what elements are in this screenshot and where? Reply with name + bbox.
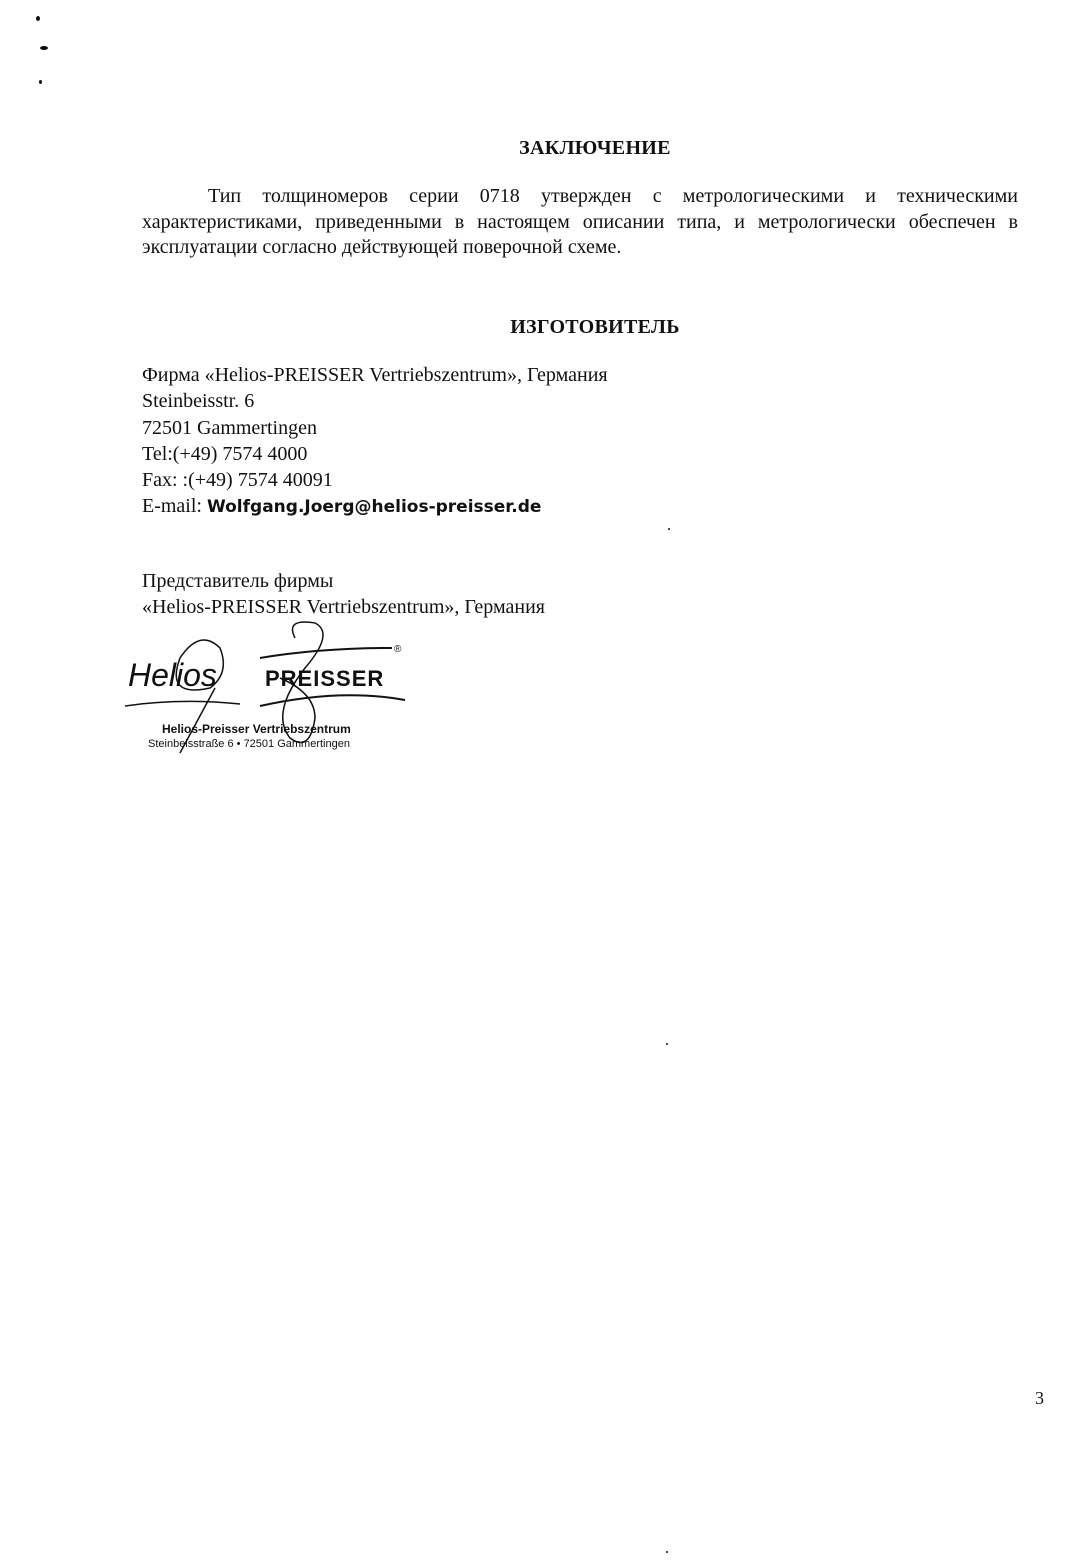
company-stamp-with-signature	[120, 618, 420, 758]
scan-speck	[668, 528, 670, 530]
stamp-logo-left: Helios	[128, 657, 217, 693]
registered-mark: ®	[394, 644, 402, 655]
scan-speck	[40, 46, 48, 50]
conclusion-text: Тип толщиномеров серии 0718 утвержден с метрологическими и техническими характеристиками, приведенными в настоящем описании типа, и метрологически обеспечен в эксплуатации согласно действующей поверочной схеме.	[142, 185, 1018, 258]
scan-speck	[666, 1551, 668, 1553]
address-line: Steinbeisstr. 6	[142, 390, 255, 413]
email-line	[142, 493, 608, 520]
representative-line: «Helios-PREISSER Vertriebszentrum», Германия	[142, 596, 545, 619]
stamp-logo-right: PREISSER	[265, 666, 385, 691]
representative	[142, 568, 545, 621]
address-line: Tel:(+49) 7574 4000	[142, 442, 308, 465]
stamp-company: Helios-Preisser Vertriebszentrum	[162, 722, 351, 736]
address-line: 72501 Gammertingen	[142, 416, 317, 439]
address-line: Фирма «Helios-PREISSER Vertriebszentrum», Германия	[142, 364, 608, 386]
conclusion-heading: ЗАКЛЮЧЕНИЕ	[519, 137, 671, 159]
address-line: Fax: :(+49) 7574 40091	[142, 469, 333, 492]
stamp-logo-svg	[120, 618, 420, 758]
manufacturer-address	[142, 362, 608, 521]
scan-speck	[36, 16, 40, 21]
email-address: Wolfgang.Joerg@helios-preisser.de	[206, 497, 542, 518]
email-label: E-mail:	[142, 495, 207, 518]
scan-speck	[666, 1043, 668, 1045]
manufacturer-heading: ИЗГОТОВИТЕЛЬ	[510, 316, 680, 338]
scan-speck	[39, 80, 42, 84]
representative-line: Представитель фирмы	[142, 570, 334, 592]
stamp-address: Steinbeisstraße 6 • 72501 Gammertingen	[148, 738, 350, 750]
page-number: 3	[1035, 1388, 1044, 1408]
